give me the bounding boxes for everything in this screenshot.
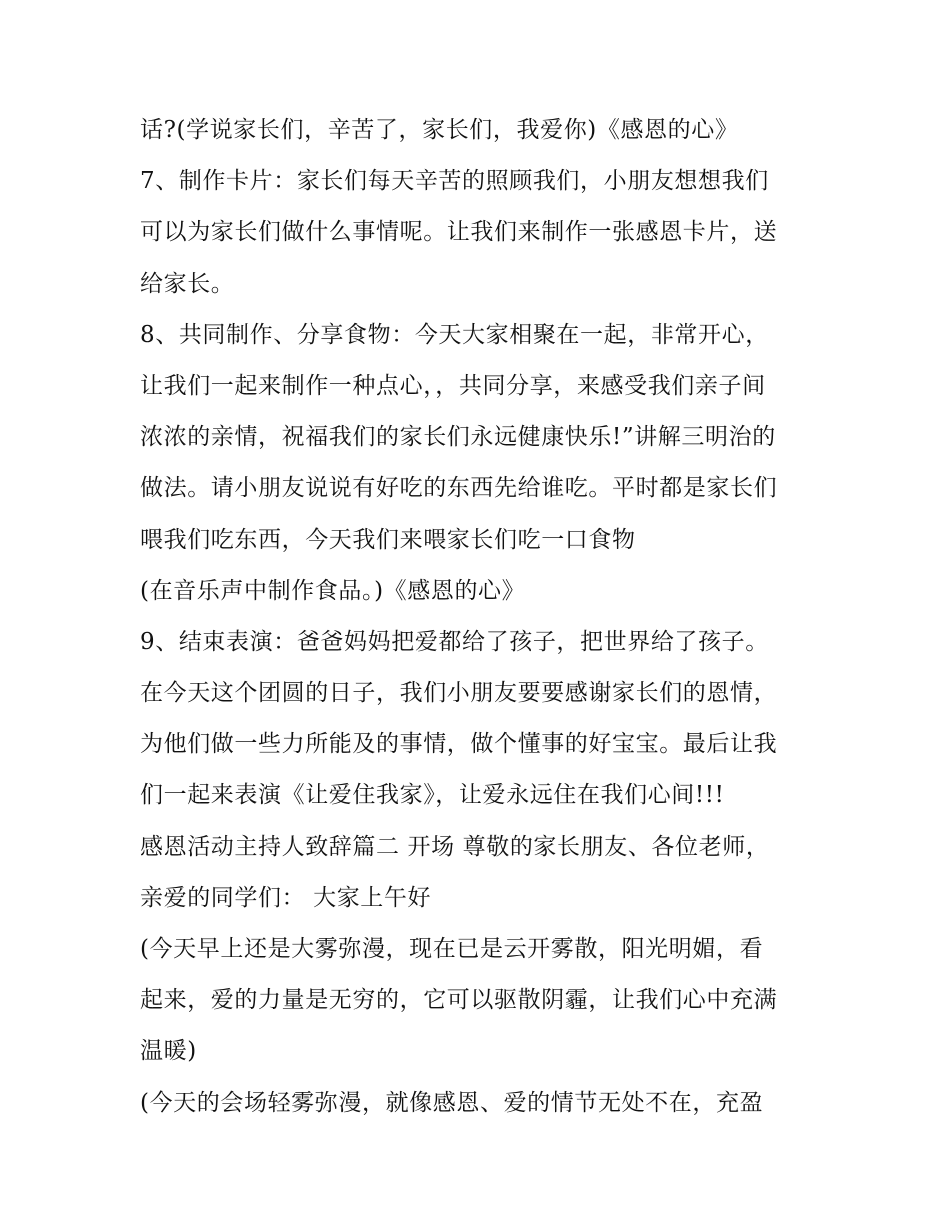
text-line: 感恩活动主持人致辞篇二 开场 尊敬的家长朋友、各位老师， — [140, 833, 770, 860]
text-line: 可以为家长们做什么事情呢。让我们来制作一张感恩卡片，送 — [140, 219, 778, 246]
text-line: 喂我们吃东西，今天我们来喂家长们吃一口食物 — [140, 526, 636, 553]
text-line: 9、结束表演：爸爸妈妈把爱都给了孩子，把世界给了孩子。 — [140, 628, 769, 655]
text-line: 亲爱的同学们： 大家上午好 — [140, 884, 432, 911]
text-line: 为他们做一些力所能及的事情，做个懂事的好宝宝。最后让我 — [140, 731, 778, 758]
text-line: 浓浓的亲情，祝福我们的家长们永远健康快乐!”讲解三明治的 — [140, 424, 776, 451]
text-line: 话?(学说家长们，辛苦了，家长们，我爱你)《感恩的心》 — [140, 117, 739, 143]
text-line: 让我们一起来制作一种点心，，共同分享，来感受我们亲子间 — [140, 372, 766, 399]
text-line: 起来，爱的力量是无穷的，它可以驱散阴霾，让我们心中充满 — [140, 987, 778, 1014]
text-line: 在今天这个团圆的日子，我们小朋友要要感谢家长们的恩情， — [140, 680, 778, 707]
document-body — [140, 105, 830, 1129]
text-line: 做法。请小朋友说说有好吃的东西先给谁吃。平时都是家长们 — [140, 475, 778, 502]
text-line: (今天的会场轻雾弥漫，就像感恩、爱的情节无处不在，充盈 — [140, 1089, 764, 1116]
text-line: 给家长。 — [140, 270, 235, 297]
text-line: (在音乐声中制作食品。)《感恩的心》 — [140, 577, 526, 604]
text-line: 8、共同制作、分享食物：今天大家相聚在一起，非常开心， — [140, 321, 769, 348]
text-line: 们一起来表演《让爱住我家》，让爱永远住在我们心间!!! — [140, 782, 725, 809]
text-line: (今天早上还是大雾弥漫，现在已是云开雾散，阳光明媚，看 — [140, 936, 764, 962]
text-line: 温暖) — [140, 1038, 197, 1065]
text-line: 7、制作卡片：家长们每天辛苦的照顾我们，小朋友想想我们 — [140, 168, 769, 195]
